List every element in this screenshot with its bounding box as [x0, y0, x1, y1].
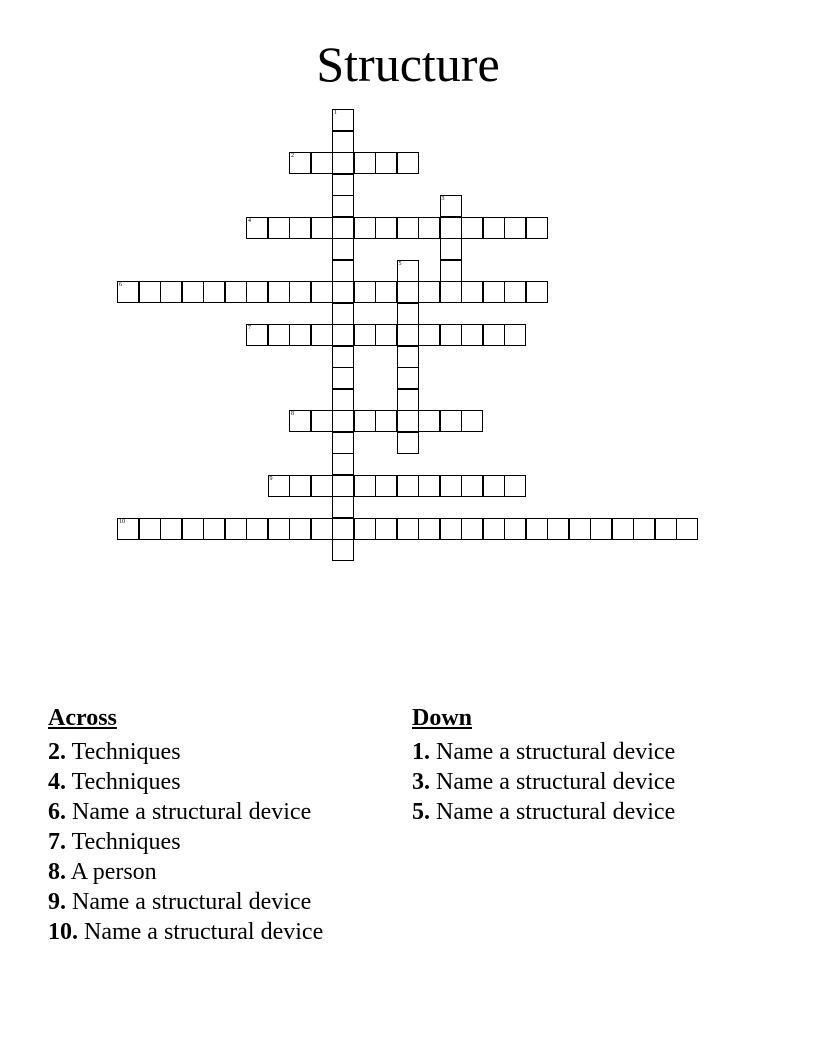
grid-cell[interactable] — [332, 410, 354, 432]
grid-cell[interactable] — [418, 324, 440, 346]
grid-cell[interactable] — [332, 539, 354, 561]
grid-cell[interactable] — [526, 518, 548, 540]
grid-cell[interactable] — [289, 152, 311, 174]
grid-cell[interactable] — [354, 410, 376, 432]
grid-cell[interactable] — [418, 410, 440, 432]
grid-cell[interactable] — [332, 281, 354, 303]
grid-cell[interactable] — [268, 475, 290, 497]
grid-cell[interactable] — [375, 217, 397, 239]
grid-cell[interactable] — [289, 281, 311, 303]
grid-cell[interactable] — [418, 281, 440, 303]
grid-cell[interactable] — [332, 109, 354, 131]
grid-cell[interactable] — [397, 281, 419, 303]
grid-cell[interactable] — [526, 281, 548, 303]
grid-cell[interactable] — [397, 260, 419, 282]
clue-number: 7. — [48, 829, 66, 855]
grid-cell[interactable] — [612, 518, 634, 540]
grid-cell[interactable] — [332, 238, 354, 260]
grid-cell[interactable] — [375, 281, 397, 303]
grid-cell[interactable] — [268, 281, 290, 303]
grid-cell[interactable] — [268, 518, 290, 540]
grid-cell[interactable] — [225, 518, 247, 540]
grid-cell[interactable] — [504, 518, 526, 540]
clue-text: Name a structural device — [436, 769, 676, 795]
clue-number: 9. — [48, 889, 66, 915]
grid-cell[interactable] — [397, 152, 419, 174]
grid-cell[interactable] — [440, 217, 462, 239]
down-clues — [412, 703, 772, 827]
down-clue-1 — [412, 737, 772, 767]
grid-cell[interactable] — [139, 518, 161, 540]
grid-cell[interactable] — [461, 281, 483, 303]
grid-cell[interactable] — [397, 367, 419, 389]
grid-cell[interactable] — [418, 217, 440, 239]
grid-cell[interactable] — [332, 260, 354, 282]
grid-cell[interactable] — [397, 432, 419, 454]
grid-cell[interactable] — [311, 410, 333, 432]
grid-cell[interactable] — [354, 281, 376, 303]
across-clue-2 — [48, 737, 398, 767]
grid-cell[interactable] — [332, 195, 354, 217]
cell-number: 1 — [334, 110, 337, 116]
clue-text: Techniques — [71, 739, 181, 765]
clue-text: Name a structural device — [84, 919, 324, 945]
grid-cell[interactable] — [182, 518, 204, 540]
cell-number: 10 — [119, 518, 125, 525]
grid-cell[interactable] — [311, 217, 333, 239]
grid-cell[interactable] — [440, 281, 462, 303]
grid-cell[interactable] — [203, 281, 225, 303]
grid-cell[interactable] — [332, 518, 354, 540]
clue-number: 1. — [412, 739, 430, 765]
grid-cell[interactable] — [311, 518, 333, 540]
clue-text: Name a structural device — [72, 799, 312, 825]
clue-text: Techniques — [71, 829, 181, 855]
grid-cell[interactable] — [289, 324, 311, 346]
grid-cell[interactable] — [397, 475, 419, 497]
cell-number: 8 — [291, 411, 294, 417]
across-clue-4 — [48, 767, 398, 797]
grid-cell[interactable] — [182, 281, 204, 303]
across-clue-7 — [48, 827, 398, 857]
grid-cell[interactable] — [375, 475, 397, 497]
grid-cell[interactable] — [354, 324, 376, 346]
clue-text: Name a structural device — [436, 799, 676, 825]
grid-cell[interactable] — [311, 152, 333, 174]
grid-cell[interactable] — [655, 518, 677, 540]
grid-cell[interactable] — [289, 475, 311, 497]
grid-cell[interactable] — [332, 152, 354, 174]
grid-cell[interactable] — [289, 410, 311, 432]
grid-cell[interactable] — [375, 410, 397, 432]
grid-cell[interactable] — [440, 324, 462, 346]
grid-cell[interactable] — [268, 217, 290, 239]
grid-cell[interactable] — [332, 367, 354, 389]
across-clue-6 — [48, 797, 398, 827]
grid-cell[interactable] — [246, 324, 268, 346]
page-title: Structure — [316, 36, 500, 92]
across-clue-10 — [48, 917, 398, 947]
cell-number: 9 — [269, 475, 273, 482]
clue-number: 4. — [48, 769, 66, 795]
grid-cell[interactable] — [397, 389, 419, 411]
grid-cell[interactable] — [375, 518, 397, 540]
grid-cell[interactable] — [246, 217, 268, 239]
grid-cell[interactable] — [397, 518, 419, 540]
grid-cell[interactable] — [332, 389, 354, 411]
cell-number: 3 — [441, 196, 445, 202]
grid-cell[interactable] — [461, 217, 483, 239]
grid-cell[interactable] — [354, 152, 376, 174]
grid-cell[interactable] — [504, 217, 526, 239]
grid-cell[interactable] — [397, 303, 419, 325]
grid-cell[interactable] — [569, 518, 591, 540]
grid-cell[interactable] — [440, 195, 462, 217]
cell-number: 2 — [291, 153, 294, 159]
grid-cell[interactable] — [461, 475, 483, 497]
grid-cell[interactable] — [289, 217, 311, 239]
grid-cell[interactable] — [139, 281, 161, 303]
grid-cell[interactable] — [483, 475, 505, 497]
grid-cell[interactable] — [332, 174, 354, 196]
grid-cell[interactable] — [440, 475, 462, 497]
down-heading: Down — [412, 705, 473, 731]
grid-cell[interactable] — [526, 217, 548, 239]
across-clue-9 — [48, 887, 398, 917]
grid-cell[interactable] — [483, 281, 505, 303]
down-clue-5 — [412, 797, 772, 827]
grid-cell[interactable] — [418, 475, 440, 497]
across-clues — [48, 703, 398, 947]
grid-cell[interactable] — [246, 281, 268, 303]
grid-cell[interactable] — [203, 518, 225, 540]
grid-cell[interactable] — [440, 260, 462, 282]
cell-number: 5 — [398, 260, 402, 267]
grid-cell[interactable] — [504, 281, 526, 303]
grid-cell[interactable] — [332, 475, 354, 497]
grid-cell[interactable] — [332, 303, 354, 325]
grid-cell[interactable] — [332, 432, 354, 454]
grid-cell[interactable] — [590, 518, 612, 540]
grid-cell[interactable] — [160, 518, 182, 540]
grid-cell[interactable] — [332, 217, 354, 239]
grid-cell[interactable] — [440, 410, 462, 432]
grid-cell[interactable] — [332, 496, 354, 518]
grid-cell[interactable] — [311, 281, 333, 303]
clue-text: A person — [70, 859, 157, 885]
grid-cell[interactable] — [354, 518, 376, 540]
grid-cell[interactable] — [633, 518, 655, 540]
clue-number: 8. — [48, 859, 66, 885]
grid-cell[interactable] — [289, 518, 311, 540]
grid-cell[interactable] — [397, 324, 419, 346]
grid-cell[interactable] — [268, 324, 290, 346]
grid-cell[interactable] — [440, 238, 462, 260]
grid-cell[interactable] — [504, 324, 526, 346]
clue-text: Techniques — [71, 769, 181, 795]
down-clue-3 — [412, 767, 772, 797]
grid-cell[interactable] — [483, 217, 505, 239]
grid-cell[interactable] — [311, 324, 333, 346]
grid-cell[interactable] — [354, 475, 376, 497]
grid-cell[interactable] — [504, 475, 526, 497]
clue-number: 3. — [412, 769, 430, 795]
grid-cell[interactable] — [332, 324, 354, 346]
grid-cell[interactable] — [418, 518, 440, 540]
clue-number: 5. — [412, 799, 430, 825]
grid-cell[interactable] — [397, 346, 419, 368]
grid-cell[interactable] — [354, 217, 376, 239]
grid-cell[interactable] — [397, 217, 419, 239]
grid-cell[interactable] — [332, 131, 354, 153]
cell-number: 4 — [248, 217, 251, 224]
across-clue-8 — [48, 857, 398, 887]
clue-number: 2. — [48, 739, 66, 765]
grid-cell[interactable] — [547, 518, 569, 540]
grid-cell[interactable] — [117, 518, 139, 540]
clue-number: 10. — [48, 919, 78, 945]
grid-cell[interactable] — [160, 281, 182, 303]
grid-cell[interactable] — [246, 518, 268, 540]
grid-cell[interactable] — [397, 410, 419, 432]
clue-text: Name a structural device — [436, 739, 676, 765]
grid-cell[interactable] — [440, 518, 462, 540]
grid-cell[interactable] — [375, 152, 397, 174]
grid-cell[interactable] — [461, 518, 483, 540]
grid-cell[interactable] — [332, 453, 354, 475]
grid-cell[interactable] — [483, 518, 505, 540]
clue-number: 6. — [48, 799, 66, 825]
grid-cell[interactable] — [311, 475, 333, 497]
grid-cell[interactable] — [375, 324, 397, 346]
across-heading: Across — [48, 705, 117, 731]
grid-cell[interactable] — [225, 281, 247, 303]
clue-text: Name a structural device — [72, 889, 312, 915]
cell-number: 7 — [248, 325, 251, 331]
cell-number: 6 — [119, 282, 122, 288]
grid-cell[interactable] — [461, 410, 483, 432]
grid-cell[interactable] — [461, 324, 483, 346]
grid-cell[interactable] — [483, 324, 505, 346]
grid-cell[interactable] — [332, 346, 354, 368]
grid-cell[interactable] — [117, 281, 139, 303]
grid-cell[interactable] — [676, 518, 698, 540]
